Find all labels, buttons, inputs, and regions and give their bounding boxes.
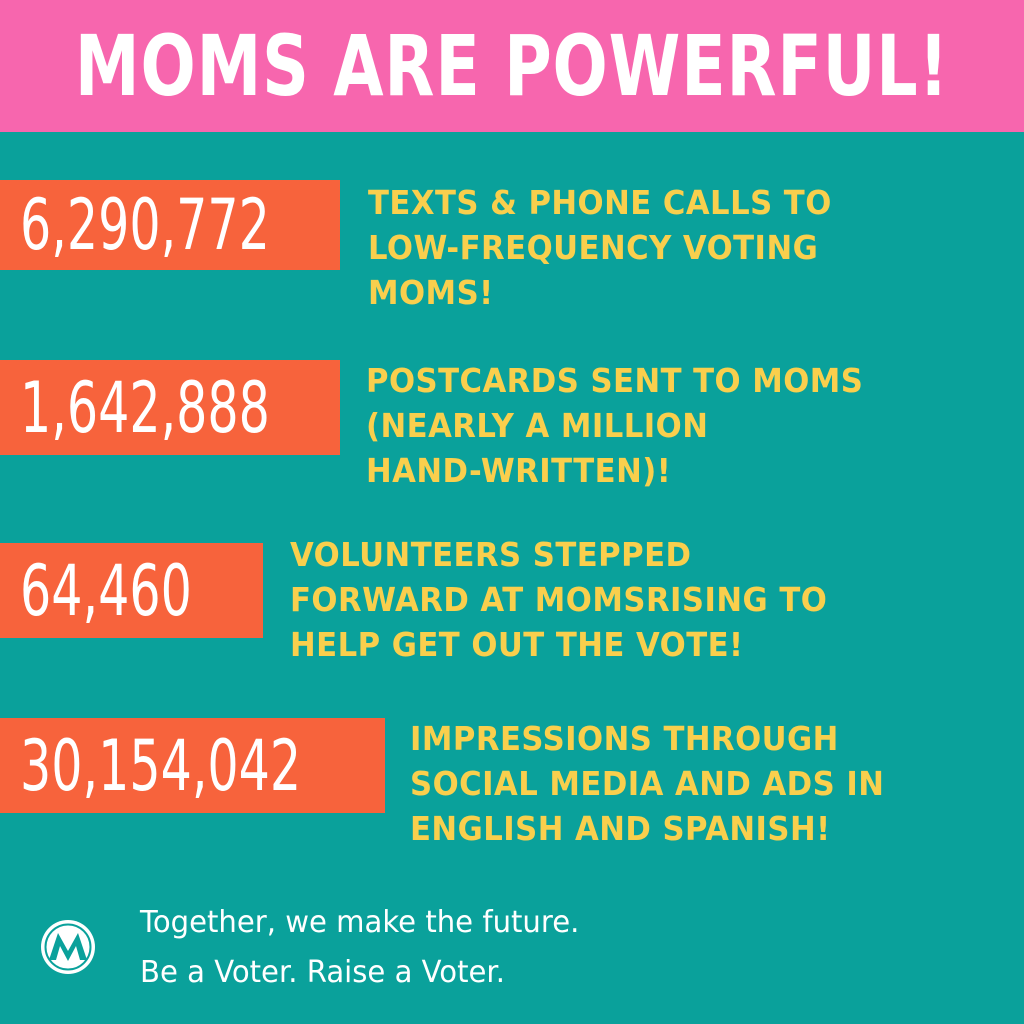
stat-number-box [0,718,385,813]
stat-description-line: HELP GET OUT THE VOTE! [290,625,744,664]
stat-description-line: TEXTS & PHONE CALLS TO [368,183,832,222]
stat-number: 64,460 [20,549,192,632]
stat-description-line: SOCIAL MEDIA AND ADS IN [410,764,885,803]
stat-description-line: (NEARLY A MILLION [366,406,709,445]
tagline-line-2: Be a Voter. Raise a Voter. [140,955,505,990]
stat-description-line: HAND-WRITTEN)! [366,451,672,490]
stat-description [368,180,832,315]
momsrising-logo-icon [39,918,97,976]
stat-description-line: VOLUNTEERS STEPPED [290,535,692,574]
stat-description-line: FORWARD AT MOMSRISING TO [290,580,828,619]
tagline-line-1: Together, we make the future. [140,905,580,940]
tagline [140,898,579,998]
stat-description [410,716,884,851]
stat-number: 1,642,888 [20,366,270,449]
stat-description-line: ENGLISH AND SPANISH! [410,809,831,848]
stat-description [290,532,827,667]
stat-description-line: LOW-FREQUENCY VOTING [368,228,819,267]
stat-number-box [0,543,263,638]
page-title: MOMS ARE POWERFUL! [74,17,950,115]
stat-description-line: MOMS! [368,273,494,312]
stat-description-line: POSTCARDS SENT TO MOMS [366,361,864,400]
stat-number: 6,290,772 [20,184,270,266]
stat-number-box [0,360,340,455]
stat-number-box [0,180,340,270]
stat-description-line: IMPRESSIONS THROUGH [410,719,839,758]
stat-description [366,358,863,493]
stat-number: 30,154,042 [20,724,302,807]
